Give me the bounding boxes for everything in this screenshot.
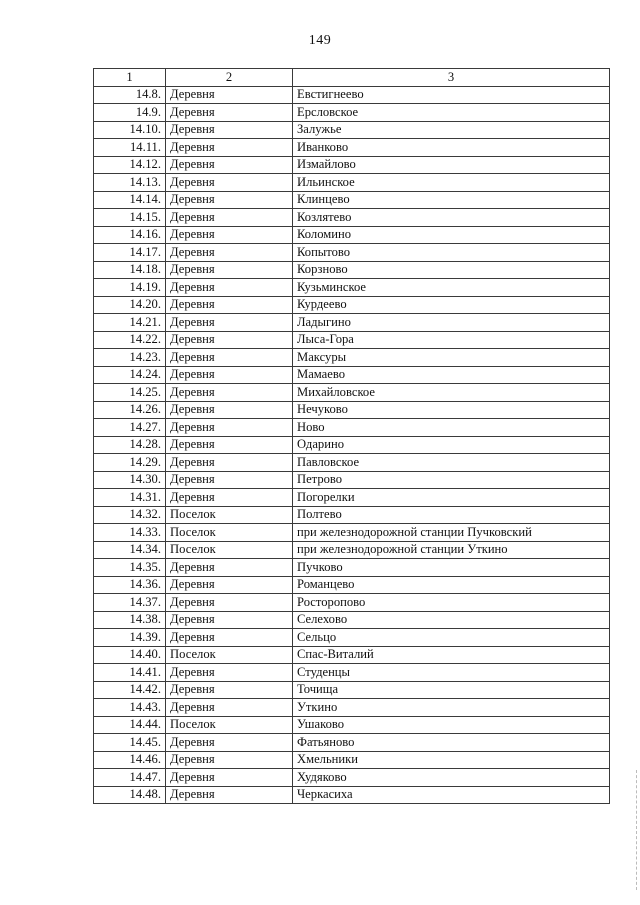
table-row xyxy=(94,261,610,279)
settlement-name-cell: Ладыгино xyxy=(293,314,610,332)
settlement-type-cell: Деревня xyxy=(166,366,293,384)
settlement-type-cell: Поселок xyxy=(166,646,293,664)
row-number-cell: 14.47. xyxy=(94,769,166,787)
row-number-cell: 14.27. xyxy=(94,419,166,437)
row-number-cell: 14.17. xyxy=(94,244,166,262)
settlement-type-cell: Деревня xyxy=(166,419,293,437)
settlement-type-cell: Деревня xyxy=(166,209,293,227)
settlement-type-cell: Деревня xyxy=(166,401,293,419)
settlement-name-cell: Корзново xyxy=(293,261,610,279)
settlement-type-cell: Деревня xyxy=(166,751,293,769)
row-number-cell: 14.25. xyxy=(94,384,166,402)
row-number-cell: 14.34. xyxy=(94,541,166,559)
table-row xyxy=(94,506,610,524)
table-row xyxy=(94,331,610,349)
settlement-name-cell: Козлятево xyxy=(293,209,610,227)
row-number-cell: 14.48. xyxy=(94,786,166,804)
settlement-name-cell: Фатьяново xyxy=(293,734,610,752)
table-row xyxy=(94,454,610,472)
settlement-type-cell: Деревня xyxy=(166,86,293,104)
row-number-cell: 14.24. xyxy=(94,366,166,384)
row-number-cell: 14.42. xyxy=(94,681,166,699)
row-number-cell: 14.33. xyxy=(94,524,166,542)
settlement-name-cell: Росторопово xyxy=(293,594,610,612)
settlement-name-cell: Студенцы xyxy=(293,664,610,682)
table-row xyxy=(94,436,610,454)
settlement-type-cell: Деревня xyxy=(166,156,293,174)
row-number-cell: 14.11. xyxy=(94,139,166,157)
settlement-type-cell: Деревня xyxy=(166,296,293,314)
settlement-type-cell: Деревня xyxy=(166,471,293,489)
table-row xyxy=(94,244,610,262)
row-number-cell: 14.32. xyxy=(94,506,166,524)
settlement-name-cell: Измайлово xyxy=(293,156,610,174)
settlement-type-cell: Деревня xyxy=(166,489,293,507)
settlement-name-cell: Евстигнеево xyxy=(293,86,610,104)
table-row xyxy=(94,716,610,734)
table-row xyxy=(94,226,610,244)
row-number-cell: 14.36. xyxy=(94,576,166,594)
row-number-cell: 14.38. xyxy=(94,611,166,629)
settlement-type-cell: Деревня xyxy=(166,611,293,629)
settlement-type-cell: Поселок xyxy=(166,506,293,524)
settlement-name-cell: при железнодорожной станции Пучковский xyxy=(293,524,610,542)
settlement-type-cell: Деревня xyxy=(166,174,293,192)
table-row xyxy=(94,786,610,804)
row-number-cell: 14.40. xyxy=(94,646,166,664)
row-number-cell: 14.13. xyxy=(94,174,166,192)
page-number: 149 xyxy=(308,33,332,48)
row-number-cell: 14.37. xyxy=(94,594,166,612)
settlement-type-cell: Деревня xyxy=(166,699,293,717)
settlement-name-cell: Точища xyxy=(293,681,610,699)
row-number-cell: 14.9. xyxy=(94,104,166,122)
settlement-name-cell: Клинцево xyxy=(293,191,610,209)
settlement-name-cell: Селехово xyxy=(293,611,610,629)
settlement-name-cell: Ильинское xyxy=(293,174,610,192)
settlement-type-cell: Деревня xyxy=(166,104,293,122)
table-row xyxy=(94,139,610,157)
settlement-type-cell: Деревня xyxy=(166,786,293,804)
settlement-name-cell: Хмельники xyxy=(293,751,610,769)
settlement-type-cell: Деревня xyxy=(166,734,293,752)
settlement-type-cell: Деревня xyxy=(166,384,293,402)
row-number-cell: 14.26. xyxy=(94,401,166,419)
table-row xyxy=(94,156,610,174)
table-row xyxy=(94,489,610,507)
row-number-cell: 14.19. xyxy=(94,279,166,297)
table-row xyxy=(94,121,610,139)
settlement-name-cell: Павловское xyxy=(293,454,610,472)
row-number-cell: 14.45. xyxy=(94,734,166,752)
settlement-name-cell: Романцево xyxy=(293,576,610,594)
settlement-name-cell: Погорелки xyxy=(293,489,610,507)
table-row xyxy=(94,734,610,752)
settlement-type-cell: Деревня xyxy=(166,226,293,244)
settlement-type-cell: Деревня xyxy=(166,121,293,139)
settlement-name-cell: Спас-Виталий xyxy=(293,646,610,664)
settlement-name-cell: Одарино xyxy=(293,436,610,454)
table-row xyxy=(94,366,610,384)
settlement-name-cell: Черкасиха xyxy=(293,786,610,804)
settlement-name-cell: Иванково xyxy=(293,139,610,157)
settlement-name-cell: Курдеево xyxy=(293,296,610,314)
settlement-name-cell: Лыса-Гора xyxy=(293,331,610,349)
table-row xyxy=(94,279,610,297)
settlement-name-cell: Михайловское xyxy=(293,384,610,402)
settlement-name-cell: Мамаево xyxy=(293,366,610,384)
row-number-cell: 14.31. xyxy=(94,489,166,507)
settlement-type-cell: Поселок xyxy=(166,524,293,542)
table-row xyxy=(94,314,610,332)
column-header-3: 3 xyxy=(293,69,610,87)
settlement-name-cell: Полтево xyxy=(293,506,610,524)
row-number-cell: 14.30. xyxy=(94,471,166,489)
settlement-name-cell: Копытово xyxy=(293,244,610,262)
settlement-type-cell: Деревня xyxy=(166,314,293,332)
table-row xyxy=(94,384,610,402)
row-number-cell: 14.21. xyxy=(94,314,166,332)
settlement-type-cell: Деревня xyxy=(166,559,293,577)
table-header-row xyxy=(94,69,610,87)
row-number-cell: 14.15. xyxy=(94,209,166,227)
row-number-cell: 14.46. xyxy=(94,751,166,769)
settlement-type-cell: Деревня xyxy=(166,331,293,349)
settlement-name-cell: Ново xyxy=(293,419,610,437)
settlement-name-cell: Уткино xyxy=(293,699,610,717)
table-row xyxy=(94,594,610,612)
row-number-cell: 14.22. xyxy=(94,331,166,349)
table-row xyxy=(94,86,610,104)
table-row xyxy=(94,401,610,419)
row-number-cell: 14.29. xyxy=(94,454,166,472)
table-row xyxy=(94,681,610,699)
settlement-type-cell: Деревня xyxy=(166,436,293,454)
settlement-name-cell: Пучково xyxy=(293,559,610,577)
row-number-cell: 14.39. xyxy=(94,629,166,647)
settlement-name-cell: Коломино xyxy=(293,226,610,244)
table-row xyxy=(94,629,610,647)
row-number-cell: 14.10. xyxy=(94,121,166,139)
settlement-type-cell: Деревня xyxy=(166,769,293,787)
table-row xyxy=(94,419,610,437)
settlement-name-cell: Худяково xyxy=(293,769,610,787)
table-row xyxy=(94,349,610,367)
settlement-type-cell: Деревня xyxy=(166,576,293,594)
settlement-type-cell: Деревня xyxy=(166,349,293,367)
settlement-type-cell: Деревня xyxy=(166,594,293,612)
settlement-type-cell: Деревня xyxy=(166,261,293,279)
column-header-1: 1 xyxy=(94,69,166,87)
row-number-cell: 14.20. xyxy=(94,296,166,314)
row-number-cell: 14.35. xyxy=(94,559,166,577)
row-number-cell: 14.14. xyxy=(94,191,166,209)
table-body xyxy=(94,86,610,804)
scan-edge-marks xyxy=(635,770,637,890)
table-row xyxy=(94,769,610,787)
table-row xyxy=(94,524,610,542)
row-number-cell: 14.41. xyxy=(94,664,166,682)
row-number-cell: 14.8. xyxy=(94,86,166,104)
settlement-type-cell: Поселок xyxy=(166,716,293,734)
settlement-type-cell: Деревня xyxy=(166,664,293,682)
settlement-name-cell: Петрово xyxy=(293,471,610,489)
row-number-cell: 14.16. xyxy=(94,226,166,244)
settlements-table xyxy=(93,68,610,804)
table-row xyxy=(94,104,610,122)
table-row xyxy=(94,611,610,629)
table-row xyxy=(94,699,610,717)
settlement-type-cell: Поселок xyxy=(166,541,293,559)
table-row xyxy=(94,471,610,489)
row-number-cell: 14.23. xyxy=(94,349,166,367)
table-row xyxy=(94,559,610,577)
settlement-name-cell: Максуры xyxy=(293,349,610,367)
row-number-cell: 14.44. xyxy=(94,716,166,734)
settlement-type-cell: Деревня xyxy=(166,629,293,647)
table-row xyxy=(94,209,610,227)
settlement-type-cell: Деревня xyxy=(166,681,293,699)
column-header-2: 2 xyxy=(166,69,293,87)
table-row xyxy=(94,174,610,192)
settlement-name-cell: Сельцо xyxy=(293,629,610,647)
row-number-cell: 14.28. xyxy=(94,436,166,454)
settlement-name-cell: Залужье xyxy=(293,121,610,139)
row-number-cell: 14.43. xyxy=(94,699,166,717)
table-row xyxy=(94,576,610,594)
table-row xyxy=(94,296,610,314)
row-number-cell: 14.18. xyxy=(94,261,166,279)
settlement-name-cell: Ерсловское xyxy=(293,104,610,122)
settlement-type-cell: Деревня xyxy=(166,454,293,472)
settlement-name-cell: Кузьминское xyxy=(293,279,610,297)
table-row xyxy=(94,664,610,682)
table-row xyxy=(94,751,610,769)
settlement-name-cell: Нечуково xyxy=(293,401,610,419)
settlement-name-cell: при железнодорожной станции Уткино xyxy=(293,541,610,559)
table-row xyxy=(94,646,610,664)
table-row xyxy=(94,191,610,209)
row-number-cell: 14.12. xyxy=(94,156,166,174)
settlement-type-cell: Деревня xyxy=(166,139,293,157)
table-row xyxy=(94,541,610,559)
settlement-type-cell: Деревня xyxy=(166,191,293,209)
settlement-type-cell: Деревня xyxy=(166,244,293,262)
settlement-name-cell: Ушаково xyxy=(293,716,610,734)
settlement-type-cell: Деревня xyxy=(166,279,293,297)
